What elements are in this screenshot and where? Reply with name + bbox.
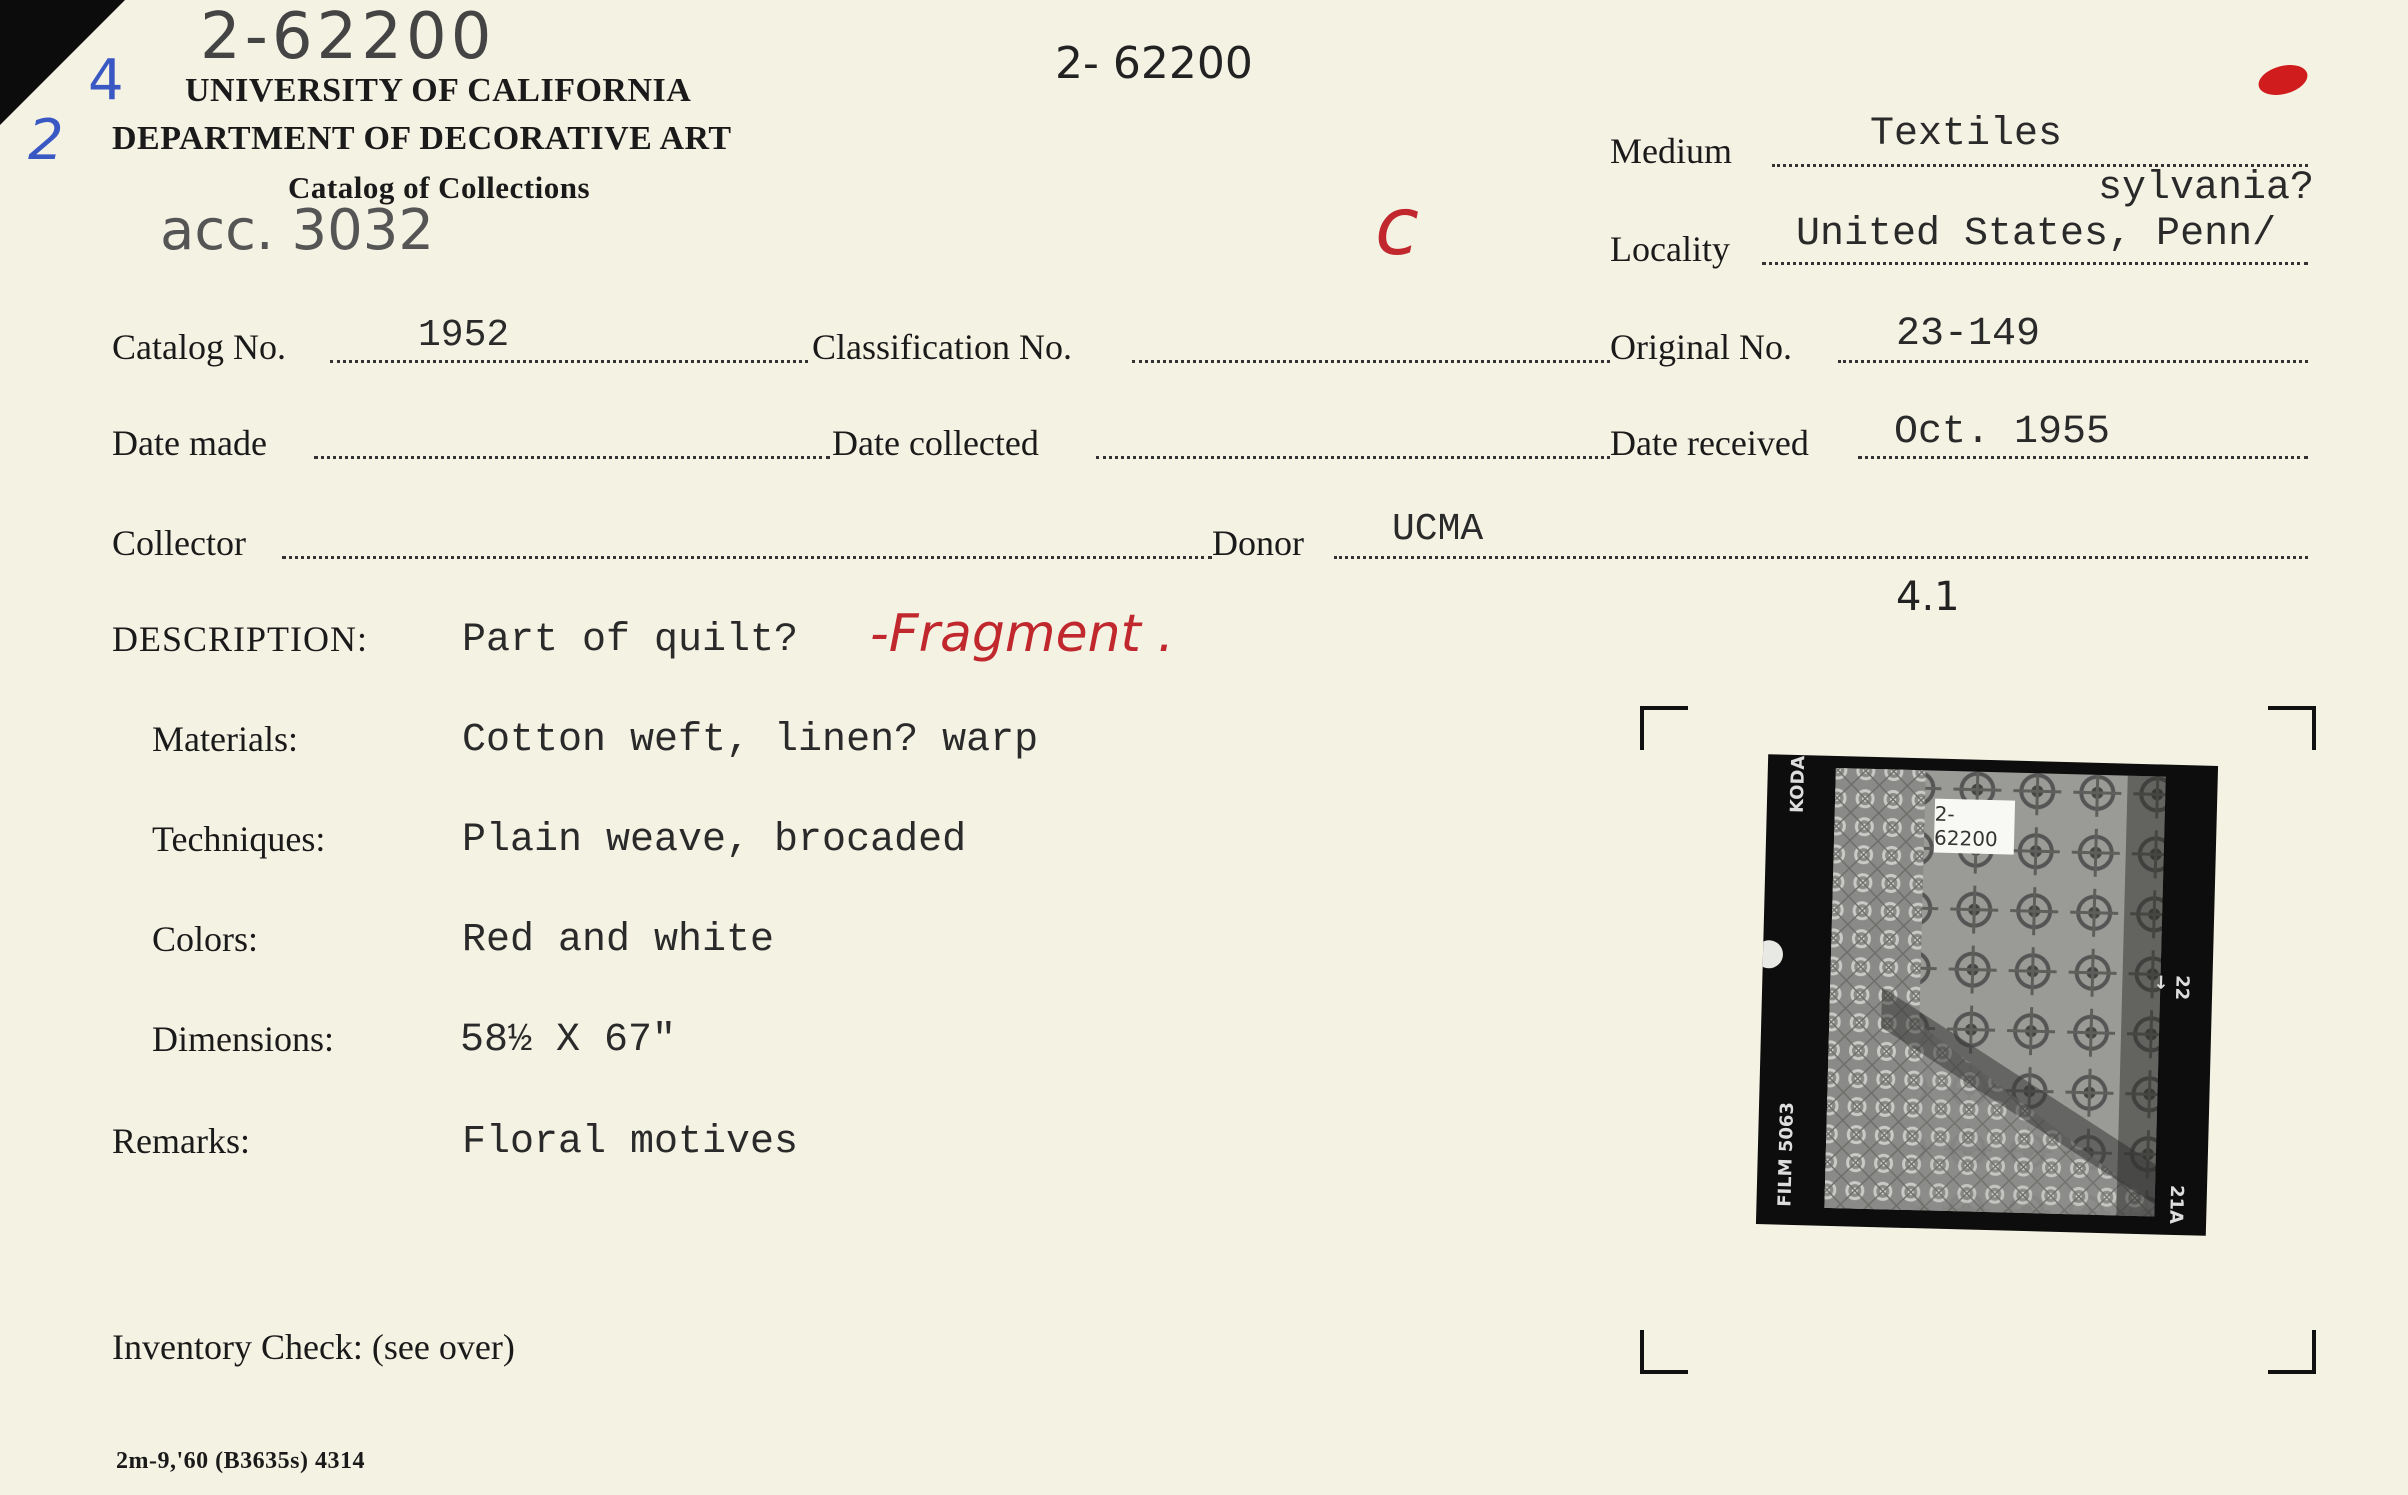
- photo-corner-top-right: [2268, 706, 2316, 750]
- materials-label: Materials:: [152, 719, 298, 759]
- date-received-label: Date received: [1610, 423, 1809, 463]
- catalog-heading: Catalog of Collections: [288, 170, 591, 205]
- film-edge-bottom: FILM 5063: [1774, 1101, 1799, 1208]
- remarks-value: Floral motives: [462, 1120, 799, 1165]
- date-made-label: Date made: [112, 423, 267, 463]
- department-heading: DEPARTMENT OF DECORATIVE ART: [112, 120, 732, 157]
- university-heading: UNIVERSITY OF CALIFORNIA: [185, 72, 692, 109]
- handwritten-blue-mark-b: 4: [88, 48, 124, 113]
- film-edge-right-b: 21A: [2165, 1184, 2188, 1225]
- print-code: 2m-9,'60 (B3635s) 4314: [116, 1448, 365, 1474]
- locality-continued: sylvania?: [2098, 166, 2315, 211]
- catalog-no-label: Catalog No.: [112, 327, 286, 367]
- collector-line: [282, 556, 1212, 559]
- handwritten-top-number: 2-62200: [200, 0, 496, 74]
- red-ink-blot: [2255, 60, 2311, 100]
- catalog-no-value: 1952: [418, 314, 510, 357]
- textile-photo: [1756, 754, 2218, 1236]
- handwritten-center-number: 2- 62200: [1055, 38, 1253, 89]
- donor-label: Donor: [1212, 523, 1304, 563]
- photo-number-tag: 2-62200: [1934, 799, 2015, 855]
- colors-label: Colors:: [152, 919, 259, 959]
- film-edge-top: KODA: [1786, 755, 1810, 814]
- photo-corner-bottom-left: [1640, 1330, 1688, 1374]
- locality-value: United States, Penn/: [1796, 212, 2277, 257]
- catalog-no-line: [330, 360, 808, 363]
- date-collected-label: Date collected: [832, 423, 1039, 463]
- locality-label: Locality: [1610, 229, 1730, 269]
- dimensions-label: Dimensions:: [152, 1019, 335, 1059]
- materials-value: Cotton weft, linen? warp: [462, 718, 1039, 763]
- description-value: Part of quilt?: [462, 618, 799, 663]
- techniques-label: Techniques:: [152, 819, 326, 859]
- remarks-label: Remarks:: [112, 1121, 250, 1161]
- original-no-line: [1838, 360, 2308, 363]
- handwritten-blue-mark: 2: [28, 108, 64, 173]
- original-no-label: Original No.: [1610, 327, 1792, 367]
- photo-corner-top-left: [1640, 706, 1688, 750]
- date-received-line: [1858, 456, 2308, 459]
- film-edge-right-a: 22 →: [2150, 974, 2193, 1001]
- locality-line: [1762, 262, 2308, 265]
- dimensions-value: 58½ X 67": [460, 1018, 677, 1063]
- date-made-line: [314, 456, 830, 459]
- classification-label: Classification No.: [812, 327, 1072, 367]
- collector-label: Collector: [112, 523, 246, 563]
- donor-value: UCMA: [1392, 508, 1484, 551]
- original-no-value: 23-149: [1896, 312, 2041, 357]
- handwritten-accession: acc. 3032: [160, 198, 435, 263]
- handwritten-red-mark: c: [1375, 180, 1419, 273]
- handwritten-fragment-note: -Fragment .: [870, 604, 1174, 664]
- description-label: DESCRIPTION:: [112, 619, 369, 659]
- date-received-value: Oct. 1955: [1894, 410, 2111, 455]
- classification-line: [1132, 360, 1610, 363]
- medium-label: Medium: [1610, 131, 1732, 171]
- handwritten-small-number: 4.1: [1896, 574, 1960, 620]
- date-collected-line: [1096, 456, 1610, 459]
- techniques-value: Plain weave, brocaded: [462, 818, 967, 863]
- donor-line: [1334, 556, 2308, 559]
- inventory-check: Inventory Check: (see over): [112, 1327, 515, 1367]
- colors-value: Red and white: [462, 918, 775, 963]
- medium-value: Textiles: [1870, 112, 2063, 157]
- photo-corner-bottom-right: [2268, 1330, 2316, 1374]
